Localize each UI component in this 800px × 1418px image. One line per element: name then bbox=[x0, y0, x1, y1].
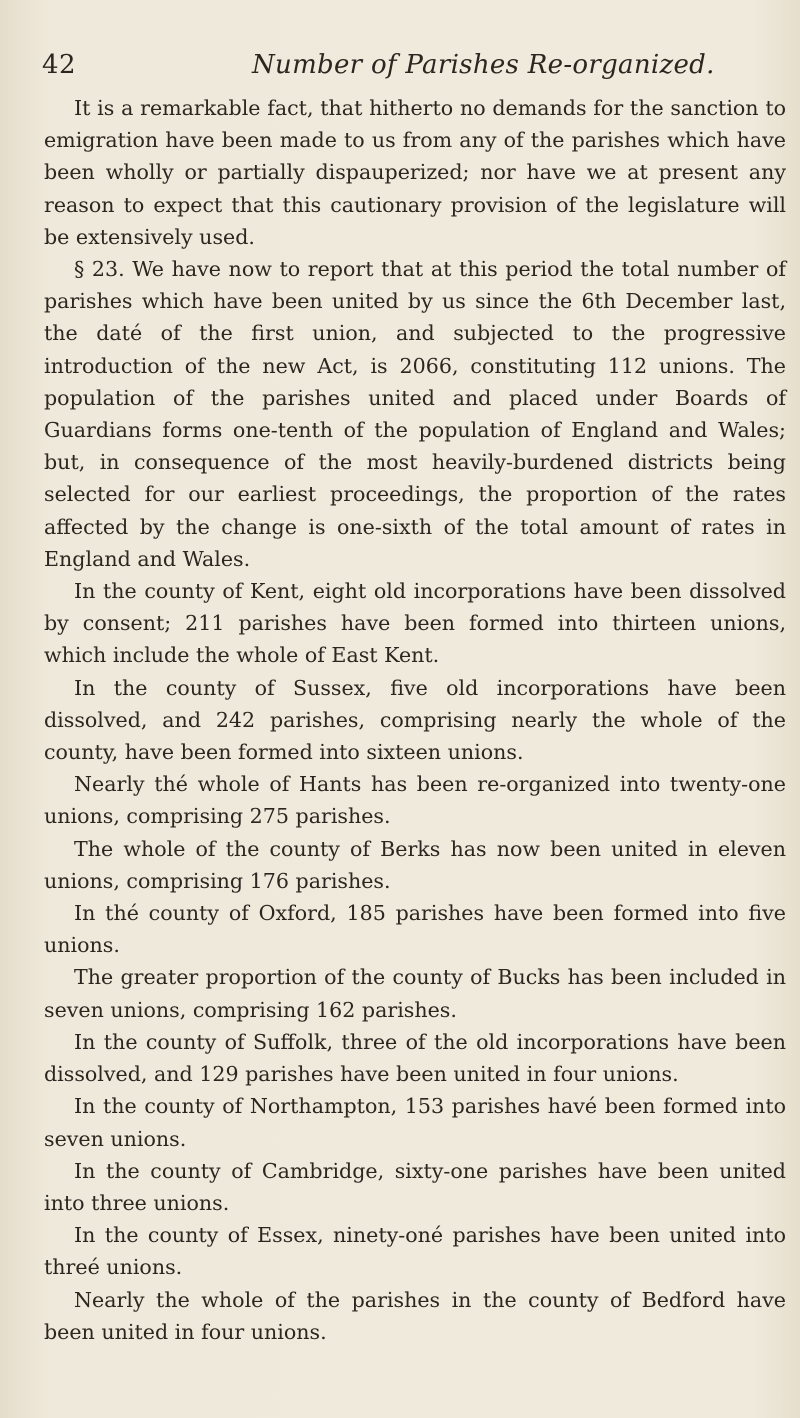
body-text bbox=[44, 92, 786, 1348]
paragraph-section-23: § 23. We have now to report that at this period the total number of parishes which have been united by us since the 6th December last, the daté of the first union, and subjected to the progressive introduction of the new Act, is 2066, constituting 112 unions. The population of the parishes united and placed under Boards of Guardians forms one-tenth of the population of England and Wales; but, in consequence of the most heavily-burdened districts being selected for our earliest proceedings, the proportion of the rates affected by the change is one-sixth of the total amount of rates in England and Wales. bbox=[44, 257, 786, 571]
paragraph-hants: Nearly thé whole of Hants has been re-organized into twenty-one unions, comprising 275 parishes. bbox=[44, 772, 786, 829]
paragraph-cambridge: In the county of Cambridge, sixty-one parishes have been united into three unions. bbox=[44, 1158, 786, 1215]
paragraph-suffolk: In the county of Suffolk, three of the old incorporations have been dissolved, and 129 parishes have been united in four unions. bbox=[44, 1029, 786, 1087]
paragraph-sussex: In the county of Sussex, five old incorporations have been dissolved, and 242 parishes, comprising nearly the whole of the county, have been formed into sixteen unions. bbox=[44, 675, 786, 765]
paragraph-northampton: In the county of Northampton, 153 parishes havé been formed into seven unions. bbox=[44, 1094, 786, 1151]
paragraph-essex: In the county of Essex, ninety-oné parishes have been united into threé unions. bbox=[44, 1223, 786, 1280]
paragraph-berks: The whole of the county of Berks has now been united in eleven unions, comprising 176 parishes. bbox=[44, 836, 786, 893]
paragraph-emigration: It is a remarkable fact, that hitherto no demands for the sanction to emigration have been made to us from any of the parishes which have been wholly or partially dispauperized; nor have we at present any reason to expect that this cautionary provision of the legislature will be extensively used. bbox=[44, 96, 786, 249]
running-title: Number of Parishes Re-organized. bbox=[252, 50, 715, 80]
page-header bbox=[42, 50, 762, 84]
paragraph-kent: In the county of Kent, eight old incorporations have been dissolved by consent; 211 parishes have been formed into thirteen unions, which include the whole of East Kent. bbox=[44, 579, 786, 668]
paragraph-bucks: The greater proportion of the county of Bucks has been included in seven unions, comprising 162 parishes. bbox=[44, 965, 786, 1022]
paragraph-bedford: Nearly the whole of the parishes in the county of Bedford have been united in four unions. bbox=[44, 1287, 786, 1344]
paragraph-oxford: In thé county of Oxford, 185 parishes have been formed into five unions. bbox=[44, 901, 786, 958]
page-number: 42 bbox=[42, 50, 77, 80]
